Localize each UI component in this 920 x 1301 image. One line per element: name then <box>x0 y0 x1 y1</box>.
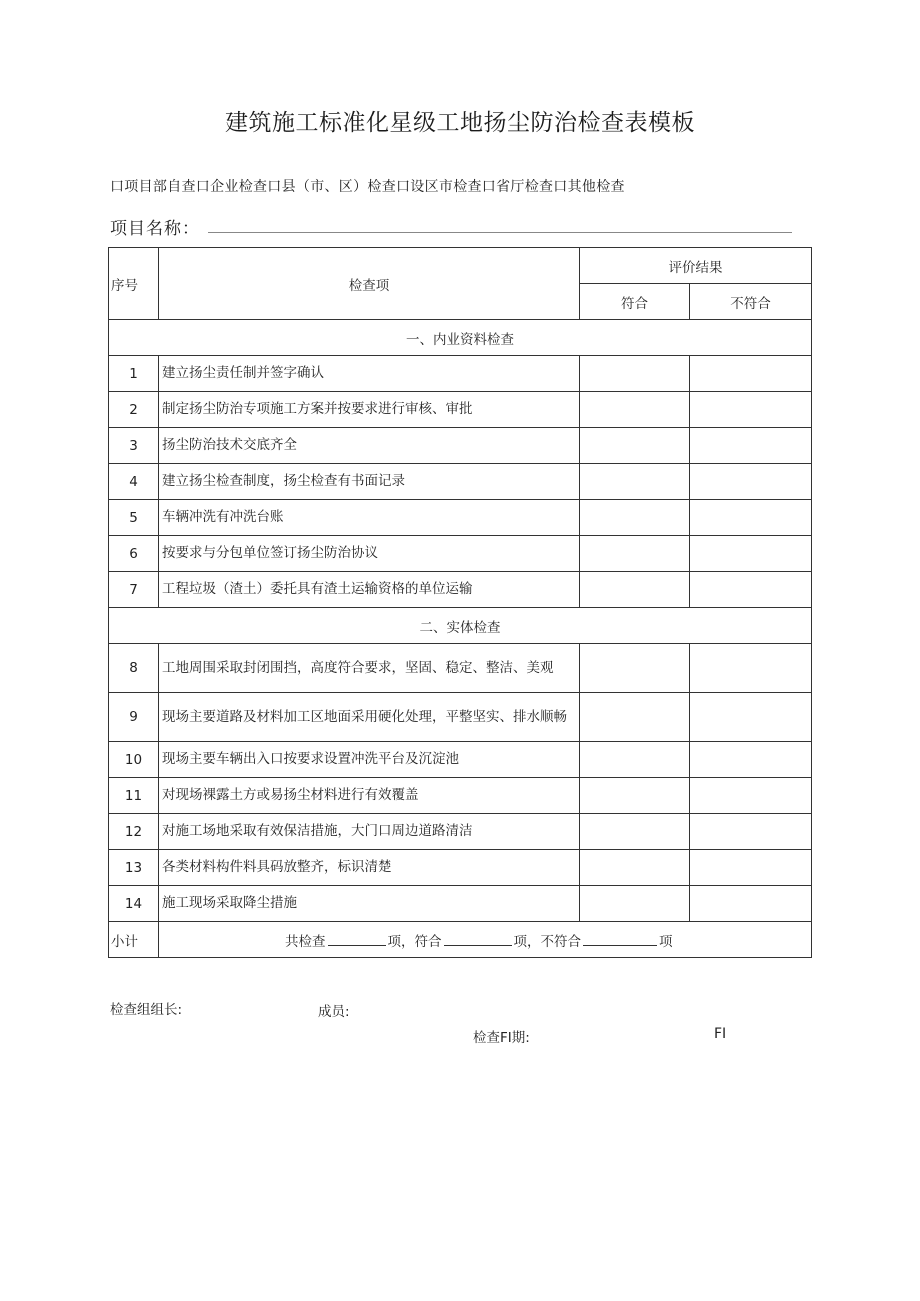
fail-cell[interactable] <box>690 886 812 922</box>
check-item-text: 扬尘防治技术交底齐全 <box>159 428 580 464</box>
fail-cell[interactable] <box>690 572 812 608</box>
check-item-text: 各类材料构件料具码放整齐，标识清楚 <box>159 850 580 886</box>
row-number: 7 <box>109 572 159 608</box>
project-name-input-line[interactable] <box>208 232 792 233</box>
check-item-text: 现场主要道路及材料加工区地面采用硬化处理，平整坚实、排水顺畅 <box>159 693 580 742</box>
project-name-label: 项目名称： <box>110 219 200 239</box>
inspection-table <box>108 247 812 958</box>
check-item-text: 建立扬尘责任制并签字确认 <box>159 356 580 392</box>
check-item-text: 按要求与分包单位签订扬尘防治协议 <box>159 536 580 572</box>
row-number: 11 <box>109 778 159 814</box>
member-label: 成员: <box>318 1004 350 1020</box>
table-row <box>109 572 812 608</box>
check-item-text: 制定扬尘防治专项施工方案并按要求进行审核、审批 <box>159 392 580 428</box>
pass-cell[interactable] <box>580 572 690 608</box>
table-row <box>109 356 812 392</box>
pass-cell[interactable] <box>580 814 690 850</box>
summary-text: 项，不符合 <box>513 933 581 950</box>
row-number: 4 <box>109 464 159 500</box>
table-row <box>109 464 812 500</box>
fail-cell[interactable] <box>690 428 812 464</box>
pass-cell[interactable] <box>580 536 690 572</box>
table-row <box>109 392 812 428</box>
page-title: 建筑施工标准化星级工地扬尘防治检查表模板 <box>225 110 695 136</box>
row-number: 2 <box>109 392 159 428</box>
pass-cell[interactable] <box>580 428 690 464</box>
pass-cell[interactable] <box>580 742 690 778</box>
check-item-text: 车辆冲洗有冲洗台账 <box>159 500 580 536</box>
leader-label: 检查组组长: <box>110 1002 183 1018</box>
table-row <box>109 428 812 464</box>
check-item-text: 施工现场采取降尘措施 <box>159 886 580 922</box>
fail-cell[interactable] <box>690 778 812 814</box>
row-number: 1 <box>109 356 159 392</box>
fail-cell[interactable] <box>690 693 812 742</box>
pass-cell[interactable] <box>580 392 690 428</box>
table-row <box>109 536 812 572</box>
summary-text: 项，符合 <box>387 933 442 950</box>
project-name-row <box>110 214 792 239</box>
row-number: 12 <box>109 814 159 850</box>
table-row <box>109 742 812 778</box>
pass-cell[interactable] <box>580 850 690 886</box>
summary-row <box>109 922 812 958</box>
header-result: 评价结果 <box>580 248 812 284</box>
check-item-text: 现场主要车辆出入口按要求设置冲洗平台及沉淀池 <box>159 742 580 778</box>
header-fail: 不符合 <box>690 284 812 320</box>
summary-label: 小计 <box>109 922 159 958</box>
fail-cell[interactable] <box>690 464 812 500</box>
table-row <box>109 850 812 886</box>
section-title: 一、内业资料检查 <box>109 320 812 356</box>
check-type-options: 口项目部自查口企业检查口县（市、区）检查口设区市检查口省厅检查口其他检查 <box>110 179 625 195</box>
summary-text: 项 <box>659 933 673 950</box>
row-number: 13 <box>109 850 159 886</box>
fail-cell[interactable] <box>690 742 812 778</box>
check-item-text: 建立扬尘检查制度，扬尘检查有书面记录 <box>159 464 580 500</box>
check-item-text: 对施工场地采取有效保洁措施，大门口周边道路清洁 <box>159 814 580 850</box>
fail-cell[interactable] <box>690 356 812 392</box>
pass-cell[interactable] <box>580 356 690 392</box>
summary-blank[interactable] <box>583 931 657 946</box>
pass-cell[interactable] <box>580 500 690 536</box>
fail-cell[interactable] <box>690 500 812 536</box>
row-number: 14 <box>109 886 159 922</box>
row-number: 3 <box>109 428 159 464</box>
summary-blank[interactable] <box>444 931 512 946</box>
row-number: 6 <box>109 536 159 572</box>
fail-cell[interactable] <box>690 814 812 850</box>
section-title: 二、实体检查 <box>109 608 812 644</box>
pass-cell[interactable] <box>580 886 690 922</box>
fail-cell[interactable] <box>690 644 812 693</box>
fail-cell[interactable] <box>690 392 812 428</box>
row-number: 10 <box>109 742 159 778</box>
summary-content <box>159 922 812 958</box>
table-row <box>109 500 812 536</box>
row-number: 5 <box>109 500 159 536</box>
summary-blank[interactable] <box>328 931 386 946</box>
header-check-item: 检查项 <box>159 248 580 320</box>
check-item-text: 工地周围采取封闭围挡，高度符合要求，坚固、稳定、整洁、美观 <box>159 644 580 693</box>
row-number: 8 <box>109 644 159 693</box>
check-item-text: 对现场裸露土方或易扬尘材料进行有效覆盖 <box>159 778 580 814</box>
table-row <box>109 693 812 742</box>
header-no: 序号 <box>109 248 159 320</box>
summary-text: 共检查 <box>285 933 326 950</box>
pass-cell[interactable] <box>580 778 690 814</box>
table-row <box>109 644 812 693</box>
table-row <box>109 814 812 850</box>
check-item-text: 工程垃圾（渣土）委托具有渣土运输资格的单位运输 <box>159 572 580 608</box>
date-suffix: FI <box>714 1026 727 1042</box>
header-pass: 符合 <box>580 284 690 320</box>
table-row <box>109 778 812 814</box>
row-number: 9 <box>109 693 159 742</box>
pass-cell[interactable] <box>580 644 690 693</box>
pass-cell[interactable] <box>580 693 690 742</box>
fail-cell[interactable] <box>690 850 812 886</box>
table-row <box>109 886 812 922</box>
fail-cell[interactable] <box>690 536 812 572</box>
pass-cell[interactable] <box>580 464 690 500</box>
date-label: 检查FI期: <box>473 1030 530 1046</box>
